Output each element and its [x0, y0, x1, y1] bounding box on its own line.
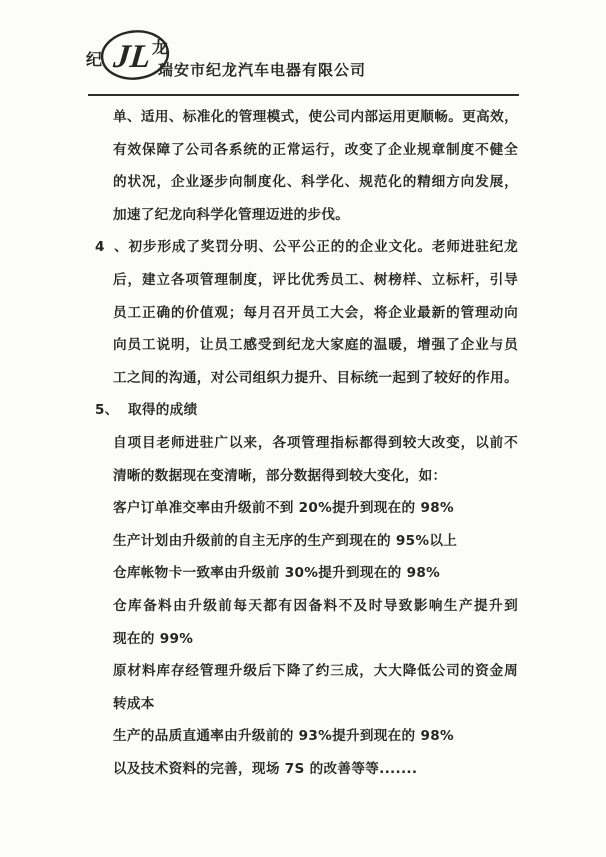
line-text: 原材料库存经管理升级后下降了约三成，大大降低公司的资金周 [113, 663, 518, 680]
list-number: 4、 [95, 239, 128, 256]
logo-left-character: 纪 [86, 50, 103, 69]
text-line [88, 525, 518, 558]
line-text: 以及技术资料的完善，现场 7S 的改善等等....... [113, 760, 418, 777]
text-line [88, 655, 518, 688]
text-line [88, 394, 518, 427]
text-line [88, 329, 518, 362]
logo-right-character: 龙 [152, 38, 169, 57]
text-line [88, 753, 518, 786]
text-line [88, 362, 518, 395]
line-text: 现在的 99% [113, 630, 194, 647]
line-text: 向员工说明，让员工感受到纪龙大家庭的温暖，增强了企业与员 [113, 337, 518, 354]
text-line [88, 688, 518, 721]
text-line [88, 590, 518, 623]
text-line [88, 623, 518, 656]
text-line [88, 199, 518, 232]
text-line [88, 101, 518, 134]
line-text: 工之间的沟通，对公司组织力提升、目标统一起到了较好的作用。 [113, 369, 518, 386]
company-name: 瑞安市纪龙汽车电器有限公司 [158, 61, 367, 79]
line-text: 员工正确的价值观；每月召开员工大会，将企业最新的管理动向 [113, 304, 518, 321]
line-text: 客户订单准交率由升级前不到 20%提升到现在的 98% [113, 500, 454, 517]
line-text: 加速了纪龙向科学化管理迈进的步伐。 [113, 206, 350, 223]
text-line [88, 460, 518, 493]
text-line [88, 427, 518, 460]
text-line [88, 297, 518, 330]
text-line [88, 166, 518, 199]
line-text: 后，建立各项管理制度，评比优秀员工、树榜样、立标杆，引导 [113, 271, 518, 288]
line-text: 自项目老师进驻广以来，各项管理指标都得到较大改变，以前不 [113, 434, 518, 451]
line-text: 仓库备料由升级前每天都有因备料不及时导致影响生产提升到 [113, 597, 518, 614]
logo-monogram-text: JL [111, 39, 153, 75]
text-line [88, 134, 518, 167]
line-text: 有效保障了公司各系统的正常运行，改变了企业规章制度不健全 [113, 141, 518, 158]
line-text: 仓库帐物卡一致率由升级前 30%提升到现在的 98% [113, 565, 441, 582]
line-text: 单、适用、标准化的管理模式，使公司内部运用更顺畅。更高效， [113, 109, 518, 125]
header-divider [88, 94, 519, 96]
line-text: 生产计划由升级前的自主无序的生产到现在的 95%以上 [113, 532, 458, 549]
line-text: 清晰的数据现在变清晰，部分数据得到较大变化，如： [113, 467, 447, 484]
list-number: 5、 [95, 402, 119, 419]
line-text: 的状况，企业逐步向制度化、科学化、规范化的精细方向发展， [113, 174, 518, 191]
line-text: 取得的成绩 [128, 402, 198, 419]
line-text: 初步形成了奖罚分明、公平公正的的企业文化。老师进驻纪龙 [128, 239, 518, 256]
text-line [88, 492, 518, 525]
line-text: 转成本 [113, 695, 155, 712]
text-line [88, 720, 518, 753]
text-line [88, 264, 518, 297]
line-text: 生产的品质直通率由升级前的 93%提升到现在的 98% [113, 728, 454, 745]
document-body [88, 101, 518, 785]
text-line [88, 231, 518, 264]
text-line [88, 557, 518, 590]
